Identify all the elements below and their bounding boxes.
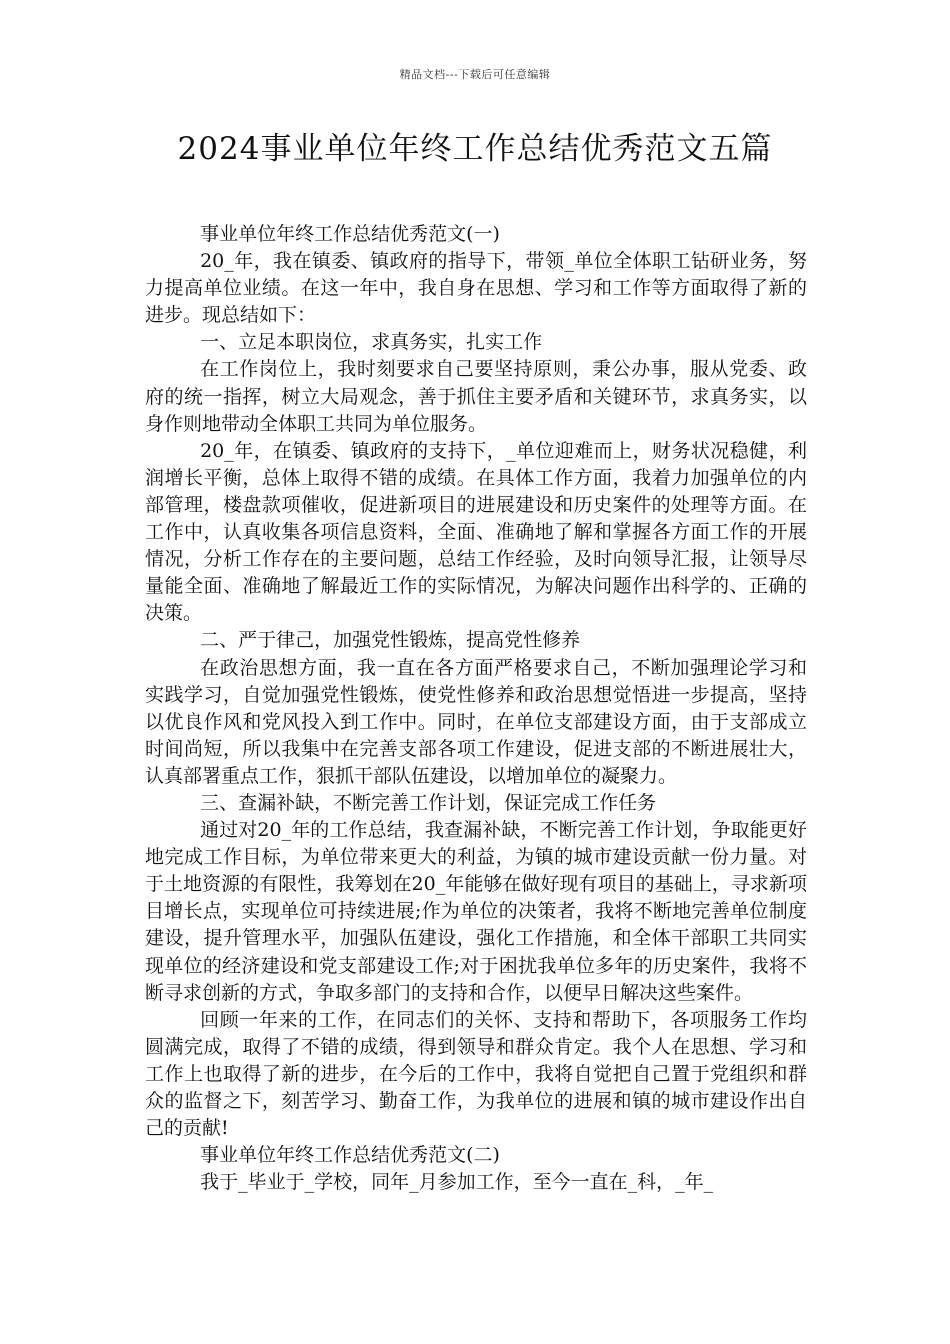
- paragraph: 在工作岗位上，我时刻要求自己要坚持原则，秉公办事，服从党委、政府的统一指挥，树立大局观念，善于抓住主要矛盾和关键环节，求真务实，以身作则地带动全体职工共同为单位服务。: [145, 358, 807, 435]
- document-body: [145, 221, 807, 1196]
- section-heading-2: 事业单位年终工作总结优秀范文(二): [200, 1144, 500, 1167]
- section-heading-1: 事业单位年终工作总结优秀范文(一): [200, 223, 500, 245]
- paragraph: 回顾一年来的工作，在同志们的关怀、支持和帮助下，各项服务工作均圆满完成，取得了不错的成绩，得到领导和群众肯定。我个人在思想、学习和工作上也取得了新的进步，在今后的工作中，我将自觉把自己置于党组织和群众的监督之下，刻苦学习、勤奋工作，为我单位的进展和镇的城市建设作出自己的贡献!: [145, 1008, 807, 1140]
- paragraph: 20_年，在镇委、镇政府的支持下，_单位迎难而上，财务状况稳健，利润增长平衡，总体上取得不错的成绩。在具体工作方面，我着力加强单位的内部管理，楼盘款项催收，促进新项目的进展建设和历史案件的处理等方面。在工作中，认真收集各项信息资料，全面、准确地了解和掌握各方面工作的开展情况，分析工作存在的主要问题，总结工作经验，及时向领导汇报，让领导尽量能全面、准确地了解最近工作的实际情况，为解决问题作出科学的、正确的决策。: [145, 439, 807, 625]
- paragraph: 20_年，我在镇委、镇政府的指导下，带领_单位全体职工钻研业务，努力提高单位业绩。在这一年中，我自身在思想、学习和工作等方面取得了新的进步。现总结如下：: [145, 250, 807, 327]
- subsection-heading: 一、立足本职岗位，求真务实，扎实工作: [200, 331, 543, 354]
- paragraph: 通过对20_年的工作总结，我查漏补缺，不断完善工作计划，争取能更好地完成工作目标，为单位带来更大的利益，为镇的城市建设贡献一份力量。对于土地资源的有限性，我筹划在20_年能够在做好现有项目的基础上，寻求新项目增长点，实现单位可持续进展;作为单位的决策者，我将不断地完善单位制度建设，提升管理水平，加强队伍建设，强化工作措施，和全体干部职工共同实现单位的经济建设和党支部建设工作;对于困扰我单位多年的历史案件，我将不断寻求创新的方式，争取多部门的支持和合作，以便早日解决这些案件。: [145, 819, 807, 1004]
- header-note: 精品文档---下载后可任意编辑: [399, 68, 551, 81]
- paragraph: 我于_毕业于_学校，同年_月参加工作，至今一直在_科，_年_: [200, 1171, 714, 1194]
- subsection-heading: 二、严于律己，加强党性锻炼，提高党性修养: [200, 629, 581, 652]
- subsection-heading: 三、查漏补缺，不断完善工作计划，保证完成工作任务: [200, 791, 657, 814]
- paragraph: 在政治思想方面，我一直在各方面严格要求自己，不断加强理论学习和实践学习，自觉加强党性锻炼，使党性修养和政治思想觉悟进一步提高，坚持以优良作风和党风投入到工作中。同时，在单位支部建设方面，由于支部成立时间尚短，所以我集中在完善支部各项工作建设，促进支部的不断进展壮大，认真部署重点工作，狠抓干部队伍建设，以增加单位的凝聚力。: [145, 656, 807, 787]
- document-title: 2024事业单位年终工作总结优秀范文五篇: [177, 131, 773, 167]
